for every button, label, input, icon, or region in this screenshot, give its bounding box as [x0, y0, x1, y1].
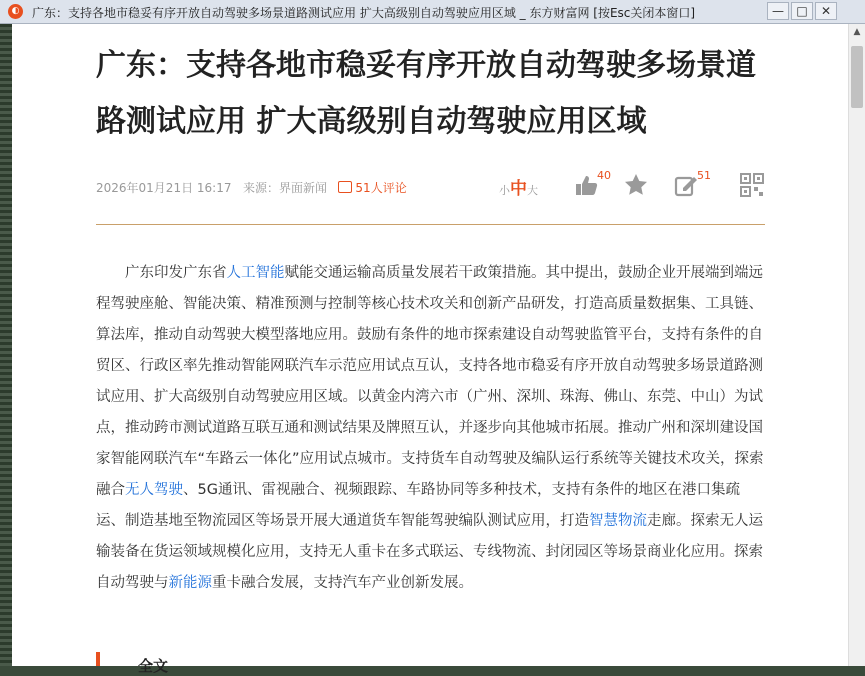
scroll-up-icon[interactable]: ▲ [853, 27, 861, 37]
vertical-scrollbar[interactable] [848, 24, 865, 666]
body-text-2: 赋能交通运输高质量发展若干政策措施。其中提出，鼓励企业开展端到端远程驾驶座舱、智能决策、精准预测与控制等核心技术攻关和创新产品研发，打造高质量数据集、工具链、算法库，推动自动驾驶大模型落地应用。鼓励有条件的地市探索建设自动驾驶监管平台，支持有条件的自贸区、行政区率先推动智能网联汽车示范应用试点互认，支持各地市稳妥有序开放自动驾驶多场景道路测试应用、扩大高级别自动驾驶应用区域。以黄金内湾六市（广州、深圳、珠海、佛山、东莞、中山）为试点，推动跨市测试道路互联互通和测试结果及牌照互认，并逐步向其他城市拓展。推动广州和深圳建设国家智能网联汽车“车路云一体化”应用试点城市。支持货车自动驾驶及编队运行系统等关键技术攻关，探索融合 [96, 265, 764, 498]
close-button[interactable]: ✕ [815, 2, 837, 20]
font-medium-option[interactable]: 中 [510, 179, 527, 199]
body-text-1: 广东印发广东省 [125, 265, 227, 281]
font-large-option[interactable]: 大 [527, 184, 538, 197]
keyword-link-smart-logistics[interactable]: 智慧物流 [589, 513, 647, 529]
article-headline: 广东：支持各地市稳妥有序开放自动驾驶多场景道路测试应用 扩大高级别自动驾驶应用区域 [96, 48, 756, 139]
body-text-5: 重卡融合发展，支持汽车产业创新发展。 [212, 575, 473, 591]
star-icon[interactable] [623, 172, 649, 198]
comment-count: 51 [355, 181, 371, 195]
article-datetime: 2026年01月21日 16:17 [96, 181, 232, 195]
comment-icon [338, 181, 352, 193]
keyword-link-new-energy[interactable]: 新能源 [168, 575, 212, 591]
minimize-button[interactable]: — [767, 2, 789, 20]
window-titlebar [0, 0, 865, 24]
body-text-4: 走廊。探索无人运输装备在货运领域规模化应用，支持无人重卡在多式联运、专线物流、封闭园区等场景商业化应用。探索自动驾驶与 [96, 513, 763, 591]
section-title: 全文 [138, 657, 169, 675]
comment-suffix: 人评论 [370, 181, 407, 195]
maximize-button[interactable]: □ [791, 2, 813, 20]
scroll-thumb[interactable] [851, 46, 863, 108]
font-small-option[interactable]: 小 [499, 184, 510, 197]
edit-count: 51 [697, 169, 711, 182]
keyword-link-autonomous-driving[interactable]: 无人驾驶 [125, 482, 183, 498]
like-count: 40 [597, 169, 611, 182]
article-source: 来源：界面新闻 [242, 181, 327, 195]
window-title: 广东：支持各地市稳妥有序开放自动驾驶多场景道路测试应用 扩大高级别自动驾驶应用区域 _ 东方财富网 [按Esc关闭本窗口] [32, 6, 696, 20]
thumbs-up-icon[interactable] [573, 172, 599, 198]
background-window-edge [0, 24, 12, 666]
edit-icon[interactable] [673, 172, 699, 198]
body-text-3: 、5G通讯、雷视融合、视频跟踪、车路协同等多种技术，支持有条件的地区在港口集疏运、制造基地至物流园区等场景开展大通道货车智能驾驶编队测试应用，打造 [96, 482, 740, 529]
article-body [96, 258, 766, 599]
keyword-link-ai[interactable]: 人工智能 [226, 265, 285, 281]
section-marker [96, 652, 100, 666]
header-divider [96, 224, 765, 225]
font-size-switcher [499, 174, 538, 199]
app-icon: ◐ [8, 4, 23, 19]
article-meta [96, 179, 407, 196]
qrcode-icon[interactable] [739, 172, 765, 198]
comment-link[interactable] [338, 181, 406, 195]
